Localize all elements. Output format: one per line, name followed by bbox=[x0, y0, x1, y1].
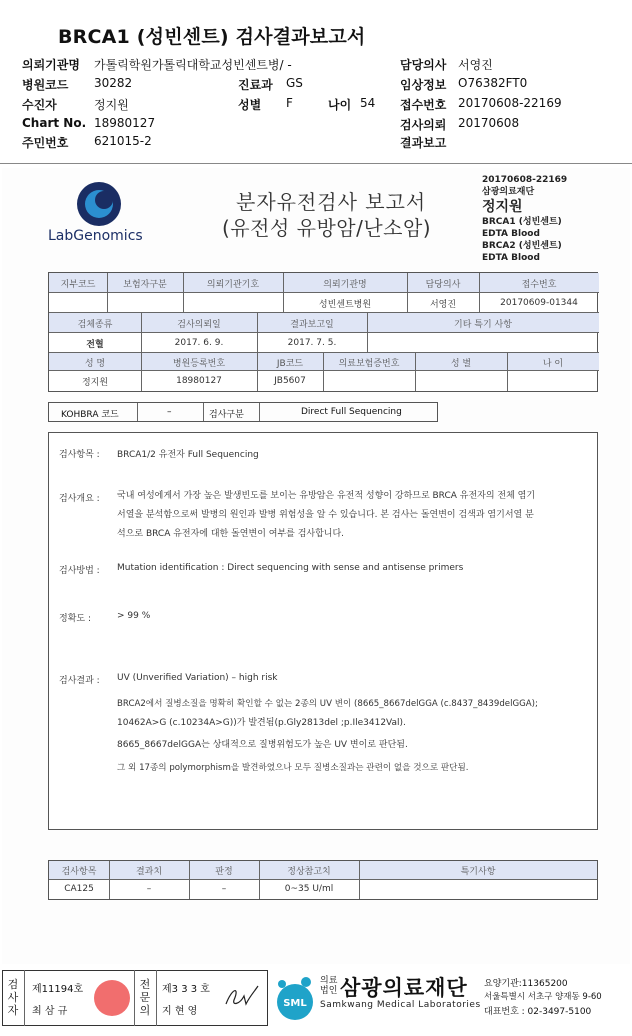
specimen-line2: EDTA Blood bbox=[482, 229, 540, 239]
dept-value: GS bbox=[286, 76, 303, 90]
footer-divider bbox=[156, 970, 157, 1026]
grid-header: 성 별 bbox=[415, 353, 507, 371]
method-value: Mutation identification : Direct sequencing with sense and antisense primers bbox=[117, 563, 464, 573]
grid-line bbox=[189, 861, 190, 899]
grid-header: 검사의뢰일 bbox=[141, 313, 257, 333]
grid-line bbox=[49, 352, 599, 353]
grid-cell: 서영진 bbox=[429, 299, 457, 310]
patient-value: 정지원 bbox=[94, 98, 129, 112]
report-title: 분자유전검사 보고서 bbox=[236, 190, 427, 214]
grid-header: 성 명 bbox=[49, 353, 141, 371]
report-header bbox=[0, 0, 632, 165]
grid-cell bbox=[507, 371, 599, 391]
req-date-label: 검사의뢰 bbox=[400, 118, 447, 132]
footer-divider bbox=[24, 970, 25, 1026]
examiner-title: 검사자 bbox=[7, 978, 19, 1017]
ca125-header: 정상참고치 bbox=[259, 861, 359, 879]
grid-header: 의뢰기관명 bbox=[283, 273, 407, 293]
kohbra-label: KOHBRA 코드 bbox=[61, 410, 119, 420]
grid-line bbox=[283, 273, 284, 313]
grid-header: 나 이 bbox=[507, 353, 599, 371]
sex-label: 성별 bbox=[238, 98, 262, 112]
page-title: BRCA1 (성빈센트) 검사결과보고서 bbox=[58, 26, 366, 48]
report-subtitle: (유전성 유방암/난소암) bbox=[222, 216, 432, 240]
foundation-phone: 대표번호 : 02-3497-5100 bbox=[484, 1007, 592, 1017]
grid-line bbox=[49, 292, 599, 293]
grid-header: 보험자구분 bbox=[107, 273, 183, 293]
test-type-value: Direct Full Sequencing bbox=[301, 407, 402, 417]
req-date-value: 20170608 bbox=[458, 116, 520, 130]
ca125-cell: 0~35 U/ml bbox=[284, 884, 334, 894]
grid-header: 검체종류 bbox=[49, 313, 141, 333]
specimen-line1: BRCA1 (성빈센트) bbox=[482, 217, 562, 227]
age-value: 54 bbox=[360, 96, 376, 110]
summary-line: 석으로 BRCA 유전자에 대한 돌연변이 여부를 검사합니다. bbox=[117, 529, 345, 539]
signature-icon bbox=[222, 982, 262, 1012]
footer-divider bbox=[134, 970, 135, 1026]
grid-line bbox=[109, 861, 110, 899]
header-row-hospital bbox=[0, 76, 632, 94]
result-line: 10462A>G (c.10234A>G))가 발견됨(p.Gly2813del ;p.Ile3412Val). bbox=[117, 718, 406, 728]
chart-no-label: Chart No. bbox=[22, 116, 87, 130]
result-report-label: 결과보고 bbox=[400, 136, 447, 150]
grid-line bbox=[407, 273, 408, 313]
grid-cell: JB5607 bbox=[274, 376, 306, 386]
grid-header: 결과보고일 bbox=[257, 313, 367, 333]
grid-cell: 성빈센트병원 bbox=[318, 299, 372, 310]
chart-no-value: 18980127 bbox=[94, 116, 156, 130]
grid-line bbox=[49, 370, 599, 371]
header-row-institution bbox=[0, 56, 632, 74]
ca125-header: 결과치 bbox=[109, 861, 189, 879]
clinical-info-label: 임상정보 bbox=[400, 78, 447, 92]
grid-cell bbox=[367, 333, 599, 353]
ca125-cell: CA125 bbox=[64, 884, 94, 894]
ca125-cell bbox=[359, 879, 597, 899]
grid-cell bbox=[49, 293, 107, 313]
summary-text bbox=[117, 487, 587, 544]
accuracy-label: 정확도 : bbox=[59, 614, 91, 624]
header-divider bbox=[0, 163, 632, 164]
patient-info-grid bbox=[48, 272, 598, 392]
doctor-name: 지 현 영 bbox=[162, 1006, 198, 1017]
header-row-rrn bbox=[0, 134, 632, 152]
summary-line: 서열을 분석함으로써 발병의 원인과 발병 위험성을 알 수 있습니다. 본 검사는 돌연변이 검색과 염기서열 분 bbox=[117, 510, 534, 520]
institution-label: 의뢰기관명 bbox=[22, 58, 80, 72]
grid-header: 지부코드 bbox=[49, 273, 107, 293]
grid-line bbox=[183, 273, 184, 313]
summary-line: 국내 여성에게서 가장 높은 발생빈도를 보이는 유방암은 유전적 성향이 강하므로 BRCA 유전자의 전체 염기 bbox=[117, 491, 536, 501]
header-row-patient bbox=[0, 96, 632, 114]
specimen-foundation: 삼광의료재단 bbox=[482, 187, 535, 197]
hospital-code-label: 병원코드 bbox=[22, 78, 69, 92]
grid-line bbox=[49, 879, 597, 880]
grid-cell: 2017. 6. 9. bbox=[174, 338, 224, 348]
accuracy-value: > 99 % bbox=[117, 611, 151, 621]
grid-line bbox=[141, 313, 142, 391]
sex-value: F bbox=[286, 96, 293, 110]
doctor-title: 전문의 bbox=[139, 978, 151, 1017]
kohbra-value: – bbox=[167, 407, 172, 417]
grid-cell: 18980127 bbox=[176, 376, 222, 386]
specimen-line3: BRCA2 (성빈센트) bbox=[482, 241, 562, 251]
specimen-name: 정지원 bbox=[482, 199, 523, 215]
header-row-chart bbox=[0, 116, 632, 134]
grid-header: 접수번호 bbox=[479, 273, 599, 293]
grid-line bbox=[137, 403, 138, 421]
result-line: 8665_8667delGGA는 상대적으로 질병위험도가 높은 UV 변이로 판단됨. bbox=[117, 740, 408, 750]
test-type-label: 검사구분 bbox=[209, 410, 244, 420]
sml-logo-text: SML bbox=[283, 998, 307, 1009]
grid-line bbox=[107, 273, 108, 313]
grid-line bbox=[359, 861, 360, 899]
doctor-license: 제3 3 3 호 bbox=[162, 984, 210, 995]
grid-cell bbox=[415, 371, 507, 391]
ca125-cell: – bbox=[221, 884, 227, 894]
grid-line bbox=[257, 313, 258, 391]
foundation-name: 삼광의료재단 bbox=[340, 976, 468, 1000]
care-institution-no: 요양기관:11365200 bbox=[484, 979, 568, 989]
grid-line bbox=[259, 403, 260, 421]
result-line: BRCA2에서 질병소질을 명확히 확인할 수 없는 2종의 UV 변이 (8665_8667delGGA (c.8437_8439delGGA); bbox=[117, 699, 538, 709]
test-item-value: BRCA1/2 유전자 Full Sequencing bbox=[117, 450, 259, 460]
hospital-code-value: 30282 bbox=[94, 76, 133, 90]
rrn-value: 621015-2 bbox=[94, 134, 152, 148]
grid-cell bbox=[107, 293, 183, 313]
grid-cell: 2017. 7. 5. bbox=[287, 338, 337, 348]
ca125-table bbox=[48, 860, 598, 900]
grid-header: 기타 특기 사항 bbox=[367, 313, 599, 333]
doctor-label: 담당의사 bbox=[400, 58, 447, 72]
grid-line bbox=[479, 273, 480, 313]
grid-line bbox=[259, 861, 260, 899]
grid-cell: 20170609-01344 bbox=[500, 298, 578, 308]
specimen-line4: EDTA Blood bbox=[482, 253, 540, 263]
grid-line bbox=[49, 332, 599, 333]
ca125-header: 특기사항 bbox=[359, 861, 597, 879]
corp-label-2: 법인 bbox=[320, 986, 338, 996]
receipt-no-label: 접수번호 bbox=[400, 98, 447, 112]
sml-logo-icon bbox=[272, 972, 318, 1024]
summary-label: 검사개요 : bbox=[59, 494, 100, 504]
report-body bbox=[48, 432, 598, 830]
seal-stamp-icon bbox=[94, 980, 130, 1016]
grid-header: 의료보험증번호 bbox=[323, 353, 415, 371]
clinical-info-value: O76382FT0 bbox=[458, 76, 528, 90]
ca125-header: 검사항목 bbox=[49, 861, 109, 879]
grid-line bbox=[507, 353, 508, 391]
corp-label-1: 의료 bbox=[320, 976, 338, 986]
grid-cell bbox=[323, 371, 415, 391]
grid-line bbox=[49, 312, 599, 313]
ca125-cell: – bbox=[146, 884, 152, 894]
grid-header: 병원등록번호 bbox=[141, 353, 257, 371]
age-label: 나이 bbox=[328, 98, 352, 112]
foundation-address: 서울특별시 서초구 양재동 9-60 bbox=[484, 992, 602, 1002]
logo-text: LabGenomics bbox=[48, 228, 143, 244]
receipt-no-value: 20170608-22169 bbox=[458, 96, 562, 110]
grid-header: 담당의사 bbox=[407, 273, 479, 293]
grid-cell: 전혈 bbox=[86, 339, 104, 350]
grid-cell bbox=[183, 293, 283, 313]
method-label: 검사방법 : bbox=[59, 566, 100, 576]
test-item-label: 검사항목 : bbox=[59, 450, 100, 460]
grid-line bbox=[415, 353, 416, 391]
examiner-name: 최 삼 규 bbox=[32, 1006, 68, 1017]
rrn-label: 주민번호 bbox=[22, 136, 69, 150]
grid-header: JB코드 bbox=[257, 353, 323, 371]
examiner-license: 제11194호 bbox=[32, 984, 84, 995]
grid-header: 의뢰기관기호 bbox=[183, 273, 283, 293]
grid-line bbox=[323, 353, 324, 391]
result-line: UV (Unverified Variation) – high risk bbox=[117, 673, 278, 683]
corp-label bbox=[320, 976, 337, 996]
doctor-value: 서영진 bbox=[458, 58, 493, 72]
grid-line bbox=[367, 313, 368, 353]
specimen-barcode: 20170608-22169 bbox=[482, 175, 568, 185]
kohbra-row bbox=[48, 402, 438, 422]
result-line: 그 외 17종의 polymorphism을 발견하였으나 모두 질병소질과는 관련이 없을 것으로 판단됨. bbox=[117, 763, 469, 773]
grid-cell: 정지원 bbox=[81, 377, 109, 388]
dept-label: 진료과 bbox=[238, 78, 273, 92]
foundation-name-en: Samkwang Medical Laboratories bbox=[320, 1000, 481, 1010]
patient-label: 수진자 bbox=[22, 98, 57, 112]
institution-value: 가톨릭학원가톨릭대학교성빈센트병/ - bbox=[94, 58, 292, 72]
grid-line bbox=[203, 403, 204, 421]
specimen-label bbox=[482, 174, 592, 264]
result-label: 검사결과 : bbox=[59, 676, 100, 686]
ca125-header: 판정 bbox=[189, 861, 259, 879]
